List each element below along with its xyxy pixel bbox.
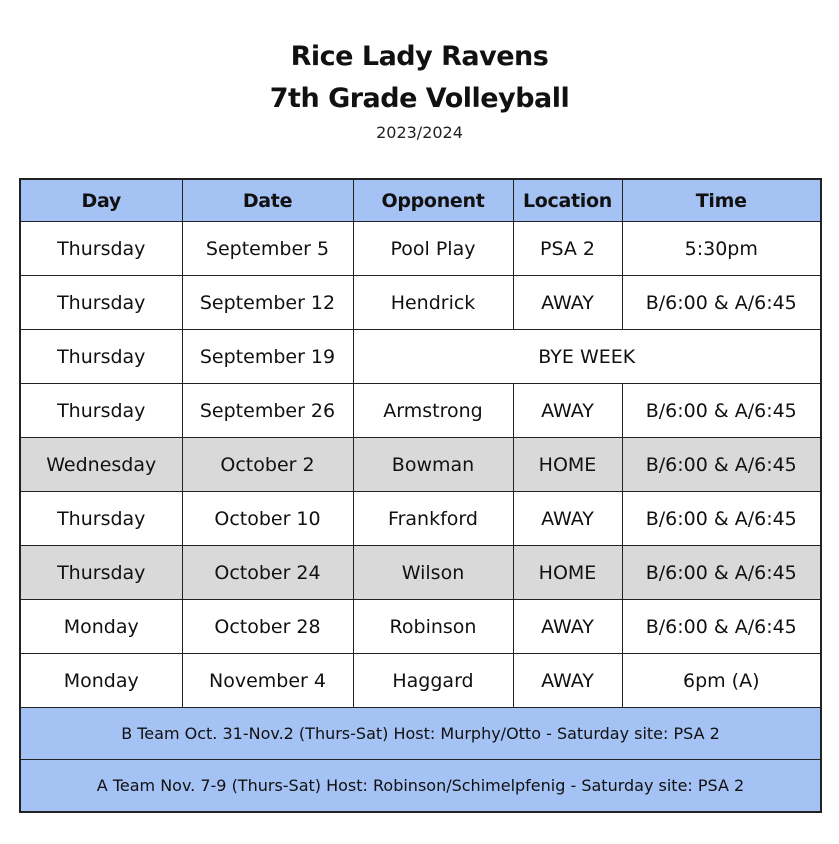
- cell-date: September 26: [182, 384, 353, 438]
- cell-opponent: Robinson: [353, 600, 513, 654]
- table-row: [20, 492, 821, 546]
- cell-opponent: Frankford: [353, 492, 513, 546]
- cell-day: Thursday: [20, 546, 182, 600]
- cell-day: Thursday: [20, 384, 182, 438]
- table-row-home: [20, 438, 821, 492]
- cell-opponent: Pool Play: [353, 222, 513, 276]
- cell-date: November 4: [182, 654, 353, 708]
- note-a-team: A Team Nov. 7-9 (Thurs-Sat) Host: Robinson/Schimelpfenig - Saturday site: PSA 2: [20, 760, 821, 813]
- cell-bye-week: BYE WEEK: [353, 330, 821, 384]
- cell-location: PSA 2: [513, 222, 622, 276]
- cell-location: HOME: [513, 546, 622, 600]
- title-team: Rice Lady Ravens: [290, 41, 549, 72]
- table-row: [20, 330, 821, 384]
- cell-date: September 12: [182, 276, 353, 330]
- cell-day: Wednesday: [20, 438, 182, 492]
- cell-day: Thursday: [20, 492, 182, 546]
- cell-time: 6pm (A): [622, 654, 821, 708]
- cell-opponent: Wilson: [353, 546, 513, 600]
- cell-location: AWAY: [513, 492, 622, 546]
- cell-time: B/6:00 & A/6:45: [622, 546, 821, 600]
- col-header-location: Location: [513, 179, 622, 222]
- cell-opponent: Bowman: [353, 438, 513, 492]
- note-b-team: B Team Oct. 31-Nov.2 (Thurs-Sat) Host: Murphy/Otto - Saturday site: PSA 2: [20, 708, 821, 760]
- table-row: [20, 600, 821, 654]
- cell-location: AWAY: [513, 654, 622, 708]
- cell-location: AWAY: [513, 384, 622, 438]
- col-header-opponent: Opponent: [353, 179, 513, 222]
- table-row: [20, 222, 821, 276]
- cell-location: AWAY: [513, 600, 622, 654]
- title-sport: 7th Grade Volleyball: [269, 83, 570, 114]
- table-row-home: [20, 546, 821, 600]
- col-header-date: Date: [182, 179, 353, 222]
- season-label: 2023/2024: [376, 123, 463, 142]
- cell-day: Monday: [20, 600, 182, 654]
- col-header-day: Day: [20, 179, 182, 222]
- cell-time: B/6:00 & A/6:45: [622, 438, 821, 492]
- cell-day: Thursday: [20, 330, 182, 384]
- cell-day: Thursday: [20, 222, 182, 276]
- cell-location: HOME: [513, 438, 622, 492]
- note-row-b-team: [20, 708, 821, 760]
- col-header-time: Time: [622, 179, 821, 222]
- cell-date: September 5: [182, 222, 353, 276]
- cell-date: October 2: [182, 438, 353, 492]
- cell-time: B/6:00 & A/6:45: [622, 492, 821, 546]
- cell-opponent: Haggard: [353, 654, 513, 708]
- cell-opponent: Hendrick: [353, 276, 513, 330]
- cell-time: 5:30pm: [622, 222, 821, 276]
- note-row-a-team: [20, 760, 821, 813]
- cell-date: October 24: [182, 546, 353, 600]
- title-block: [0, 36, 839, 144]
- cell-time: B/6:00 & A/6:45: [622, 384, 821, 438]
- header-row: [20, 179, 821, 222]
- table-row: [20, 384, 821, 438]
- cell-date: October 28: [182, 600, 353, 654]
- table-row: [20, 276, 821, 330]
- cell-day: Thursday: [20, 276, 182, 330]
- cell-time: B/6:00 & A/6:45: [622, 276, 821, 330]
- cell-opponent: Armstrong: [353, 384, 513, 438]
- table-row: [20, 654, 821, 708]
- cell-location: AWAY: [513, 276, 622, 330]
- cell-day: Monday: [20, 654, 182, 708]
- cell-time: B/6:00 & A/6:45: [622, 600, 821, 654]
- cell-date: October 10: [182, 492, 353, 546]
- cell-date: September 19: [182, 330, 353, 384]
- schedule-table: [19, 178, 822, 813]
